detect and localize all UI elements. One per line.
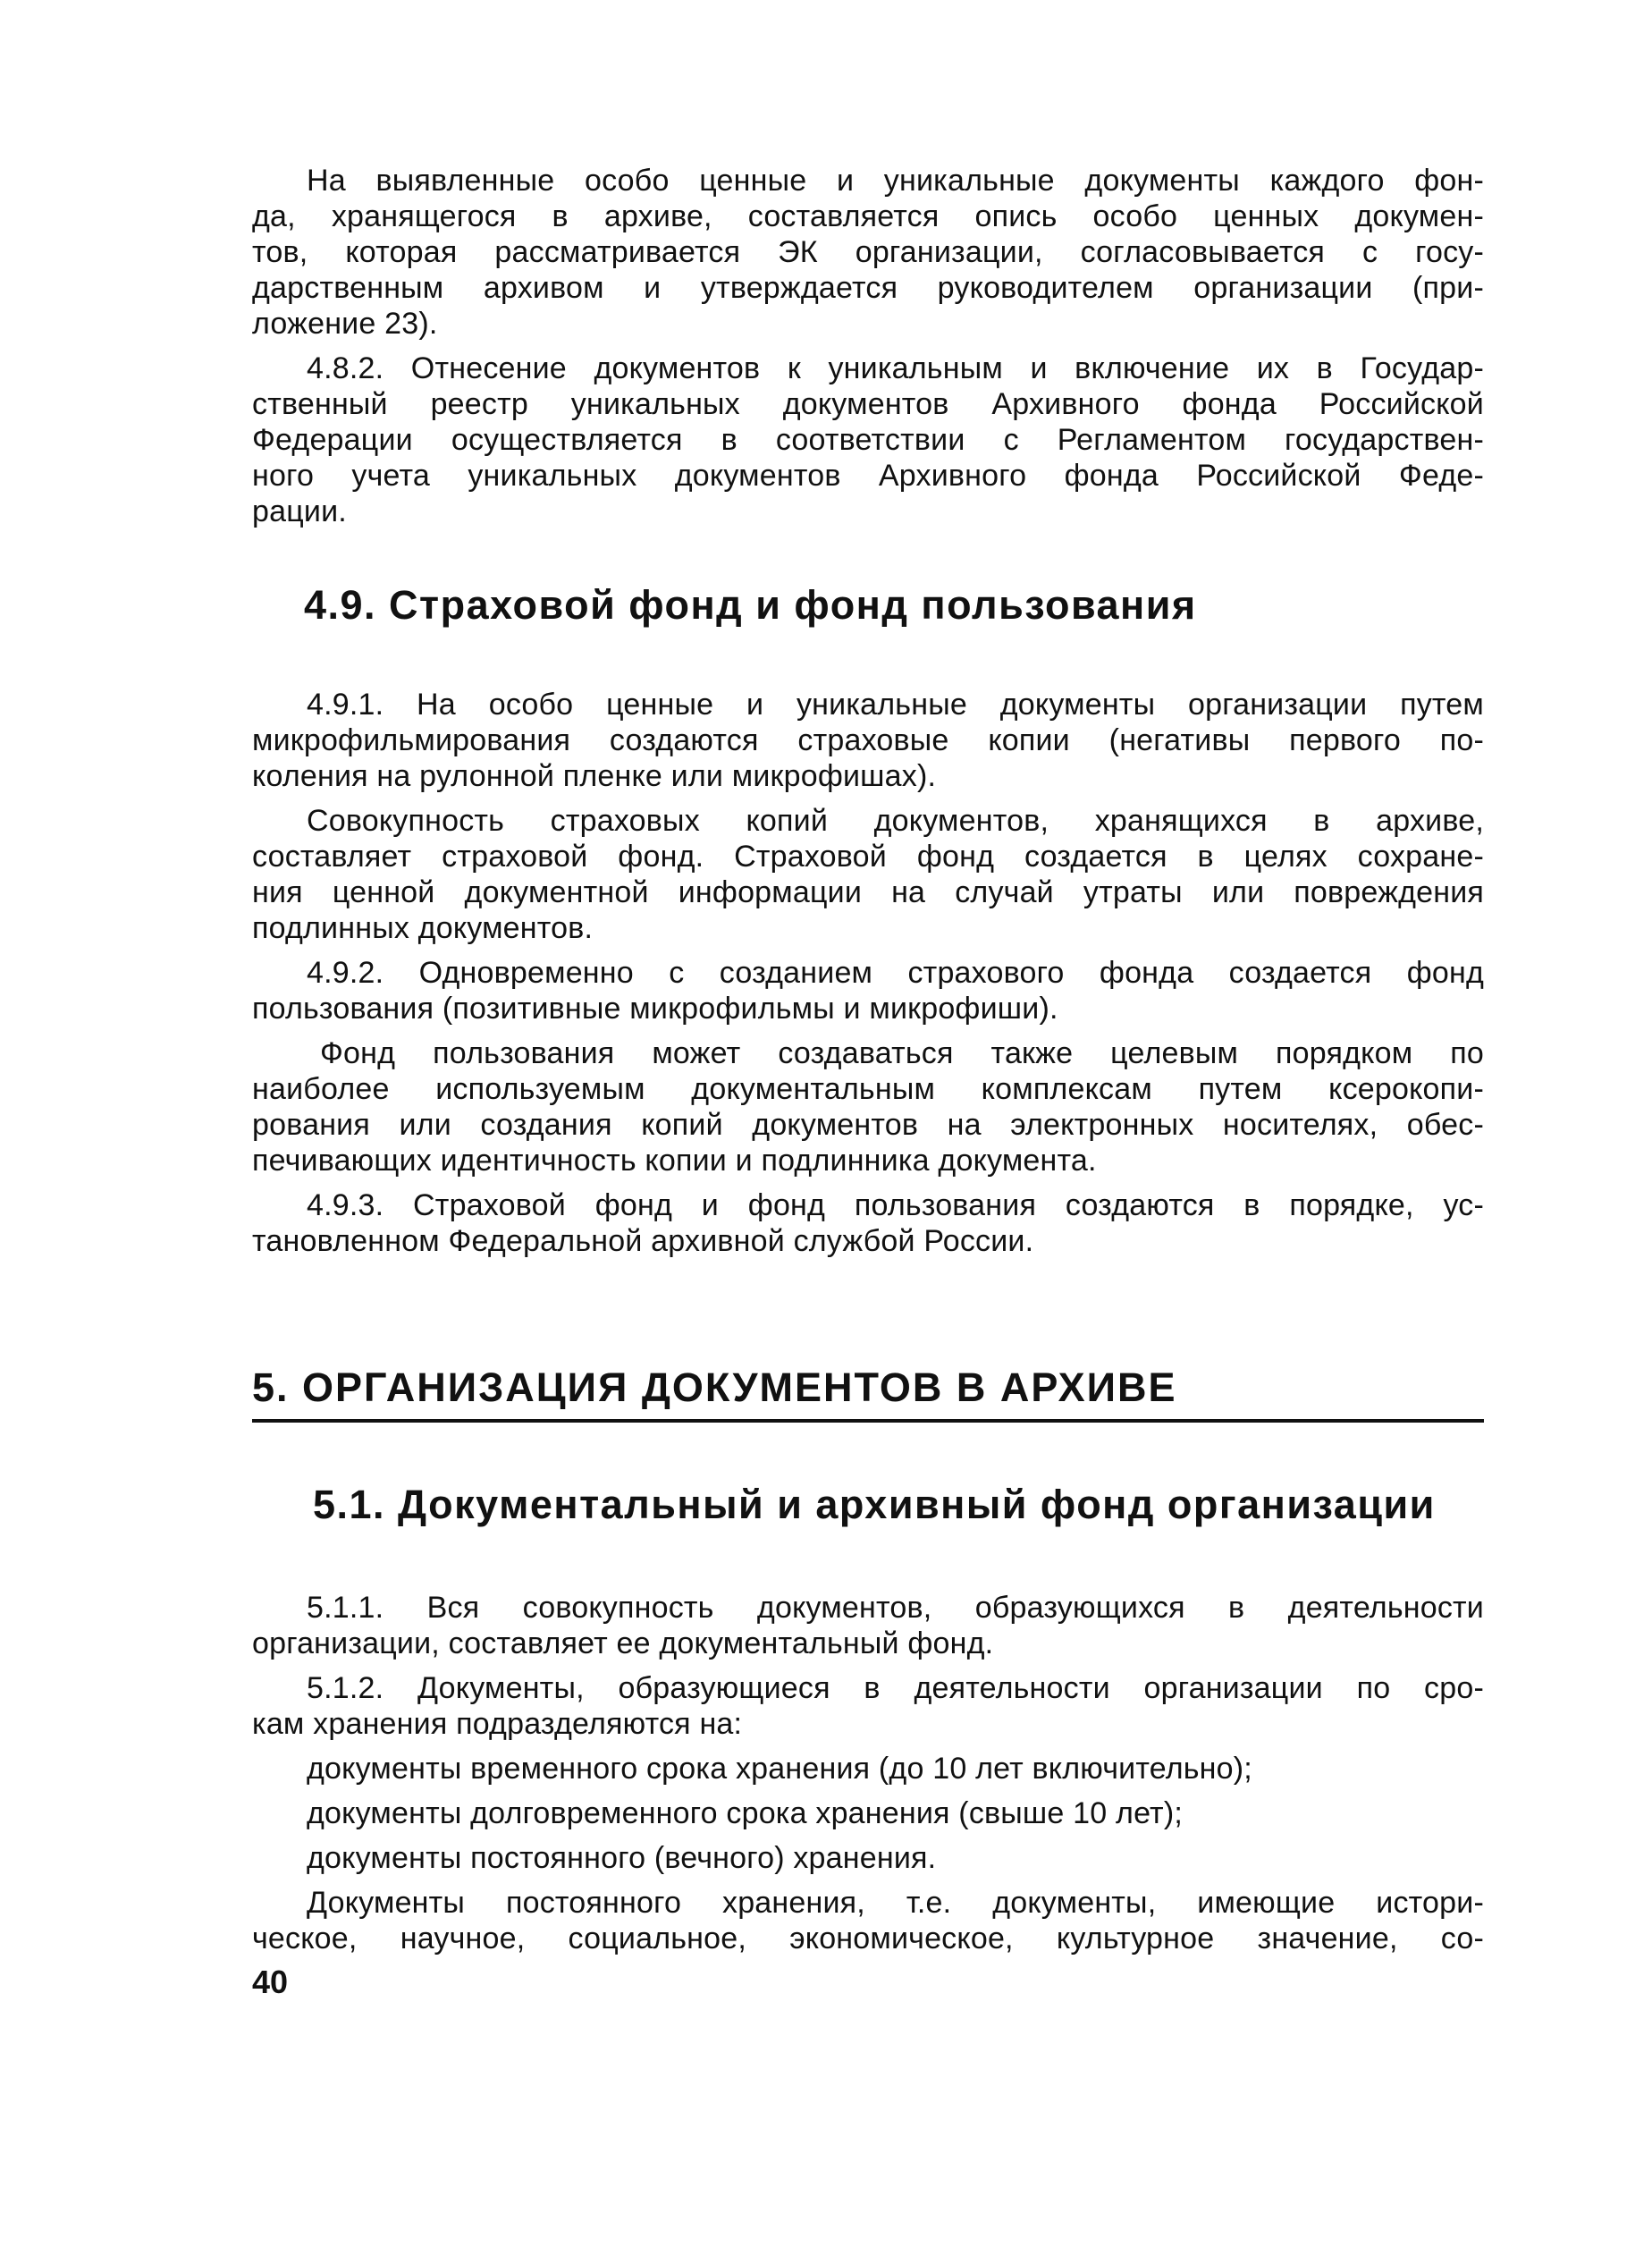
paragraph-line: 4.8.2. Отнесение документов к уникальным и включение их в Государ- — [307, 351, 1484, 385]
paragraph-line: ния ценной документной информации на случай утраты или повреждения — [252, 875, 1484, 909]
page-number: 40 — [252, 1964, 289, 2000]
paragraph-line: ного учета уникальных документов Архивного фонда Российской Феде- — [252, 459, 1484, 493]
list-item: документы временного срока хранения (до 10 лет включительно); — [307, 1752, 1252, 1786]
paragraph-line: ложение 23). — [252, 307, 438, 341]
paragraph-line: рации. — [252, 494, 347, 528]
paragraph-line: дарственным архивом и утверждается руководителем организации (при- — [252, 271, 1484, 305]
paragraph-line: ческое, научное, социальное, экономическое, культурное значение, со- — [252, 1922, 1484, 1956]
paragraph-line: ственный реестр уникальных документов Архивного фонда Российской — [252, 387, 1484, 421]
section-heading-4-9: 4.9. Страховой фонд и фонд пользования — [304, 582, 1197, 628]
paragraph-line: Федерации осуществляется в соответствии с Регламентом государствен- — [252, 423, 1484, 457]
paragraph-line: пользования (позитивные микрофильмы и микрофиши). — [252, 992, 1058, 1026]
paragraph-line: да, хранящегося в архиве, составляется опись особо ценных докумен- — [252, 199, 1484, 233]
paragraph-line: тов, которая рассматривается ЭК организации, согласовывается с госу- — [252, 235, 1484, 269]
paragraph-line: На выявленные особо ценные и уникальные документы каждого фон- — [307, 164, 1484, 198]
paragraph-line: Фонд пользования может создаваться также целевым порядком по — [320, 1036, 1484, 1070]
paragraph-line: тановленном Федеральной архивной службой России. — [252, 1224, 1034, 1258]
paragraph-line: организации, составляет ее документальный фонд. — [252, 1626, 994, 1660]
paragraph-line: подлинных документов. — [252, 911, 594, 945]
list-item: документы долговременного срока хранения (свыше 10 лет); — [307, 1796, 1183, 1830]
chapter-heading-5: 5. ОРГАНИЗАЦИЯ ДОКУМЕНТОВ В АРХИВЕ — [252, 1364, 1177, 1410]
paragraph-line: кам хранения подразделяются на: — [252, 1707, 743, 1741]
paragraph-line: рования или создания копий документов на электронных носителях, обес- — [252, 1108, 1484, 1142]
paragraph-line: 5.1.1. Вся совокупность документов, образующихся в деятельности — [307, 1591, 1484, 1625]
paragraph-line: 5.1.2. Документы, образующиеся в деятельности организации по сро- — [307, 1671, 1484, 1705]
paragraph-line: 4.9.2. Одновременно с созданием страхового фонда создается фонд — [307, 956, 1484, 990]
section-heading-5-1: 5.1. Документальный и архивный фонд организации — [313, 1482, 1436, 1527]
paragraph-line: 4.9.1. На особо ценные и уникальные документы организации путем — [307, 688, 1484, 722]
paragraph-line: печивающих идентичность копии и подлинника документа. — [252, 1144, 1097, 1178]
paragraph-line: составляет страховой фонд. Страховой фонд создается в целях сохране- — [252, 840, 1484, 874]
paragraph-line: Совокупность страховых копий документов, хранящихся в архиве, — [307, 804, 1484, 838]
paragraph-line: микрофильмирования создаются страховые копии (негативы первого по- — [252, 723, 1484, 757]
paragraph-line: 4.9.3. Страховой фонд и фонд пользования создаются в порядке, ус- — [307, 1188, 1484, 1222]
paragraph-line: наиболее используемым документальным комплексам путем ксерокопи- — [252, 1072, 1484, 1106]
chapter-heading-underline — [252, 1419, 1484, 1423]
list-item: документы постоянного (вечного) хранения. — [307, 1841, 937, 1875]
paragraph-line: Документы постоянного хранения, т.е. документы, имеющие истори- — [307, 1886, 1484, 1920]
paragraph-line: коления на рулонной пленке или микрофишах). — [252, 759, 937, 793]
